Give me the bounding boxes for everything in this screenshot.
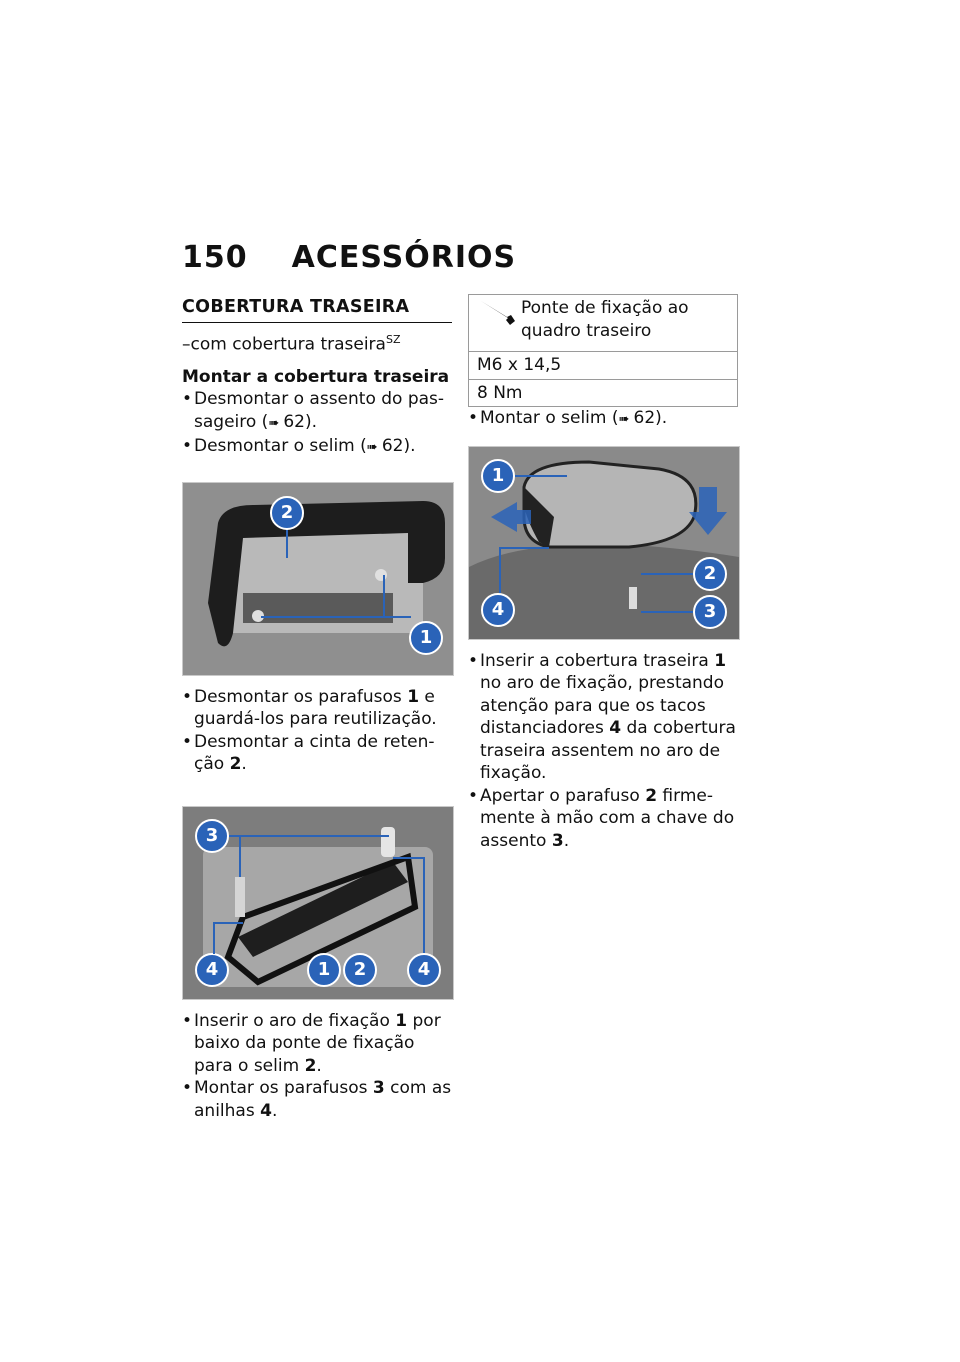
callout-4-right: 4 — [407, 953, 441, 987]
right-column — [468, 294, 738, 852]
torque-spec-name: Ponte de fixação ao quadro traseiro — [469, 295, 738, 352]
callout-4: 4 — [481, 593, 515, 627]
procedure-title: Montar a cobertura traseira — [182, 366, 450, 387]
left-column — [182, 296, 452, 1122]
step-remove-strap: • Desmontar a cinta de reten-ção 2. — [182, 731, 452, 776]
callout-1: 1 — [481, 459, 515, 493]
variant-note: –com cobertura traseira$^{SZ}$ — [182, 332, 401, 355]
torque-spec-table — [468, 294, 738, 407]
page-number: 150 — [182, 240, 248, 275]
callout-1: 1 — [307, 953, 341, 987]
torque-spec-bolt: M6 x 14,5 — [469, 352, 738, 380]
step-mount-screws: • Montar os parafusos 3 com as anilhas 4. — [182, 1077, 452, 1122]
figure-rear-cover — [468, 446, 740, 640]
figure-mounting-ring — [182, 806, 454, 1000]
step-remove-passenger-seat: • Desmontar o assento do pas-sageiro (➠ 62). — [182, 388, 452, 435]
chapter-title: ACESSÓRIOS — [291, 240, 517, 275]
page-header — [182, 240, 516, 275]
arrow-right-icon: ➠ — [366, 440, 382, 456]
step-remove-screws: • Desmontar os parafusos 1 e guardá-los para reutilização. — [182, 686, 452, 731]
step-insert-rear-cover: • Inserir a cobertura traseira 1 no aro de fixação, prestando atenção para que os tacos distanciadores 4 da cobertura traseira assentem no aro de fixação. — [468, 650, 738, 785]
arrow-right-icon: ➠ — [268, 415, 284, 431]
arrow-right-icon: ➠ — [618, 412, 634, 427]
callout-1: 1 — [409, 621, 443, 655]
torque-spec-value: 8 Nm — [469, 379, 738, 407]
step-insert-ring: • Inserir o aro de fixação 1 por baixo da ponte de fixação para o selim 2. — [182, 1010, 452, 1078]
step-mount-seat: • Montar o selim (➠ 62). — [468, 407, 738, 432]
figure-retaining-strap — [182, 482, 454, 676]
step-tighten-screw: • Apertar o parafuso 2 firme-mente à mão com a chave do assento 3. — [468, 785, 738, 853]
step-remove-seat: • Desmontar o selim (➠ 62). — [182, 435, 452, 460]
wrench-icon — [477, 297, 517, 327]
callout-3: 3 — [693, 595, 727, 629]
variant-code: SZ — [385, 332, 401, 346]
section-title: COBERTURA TRASEIRA — [182, 296, 452, 323]
callout-2: 2 — [343, 953, 377, 987]
callout-4-left: 4 — [195, 953, 229, 987]
callout-3: 3 — [195, 819, 229, 853]
callout-2: 2 — [693, 557, 727, 591]
callout-2: 2 — [270, 496, 304, 530]
